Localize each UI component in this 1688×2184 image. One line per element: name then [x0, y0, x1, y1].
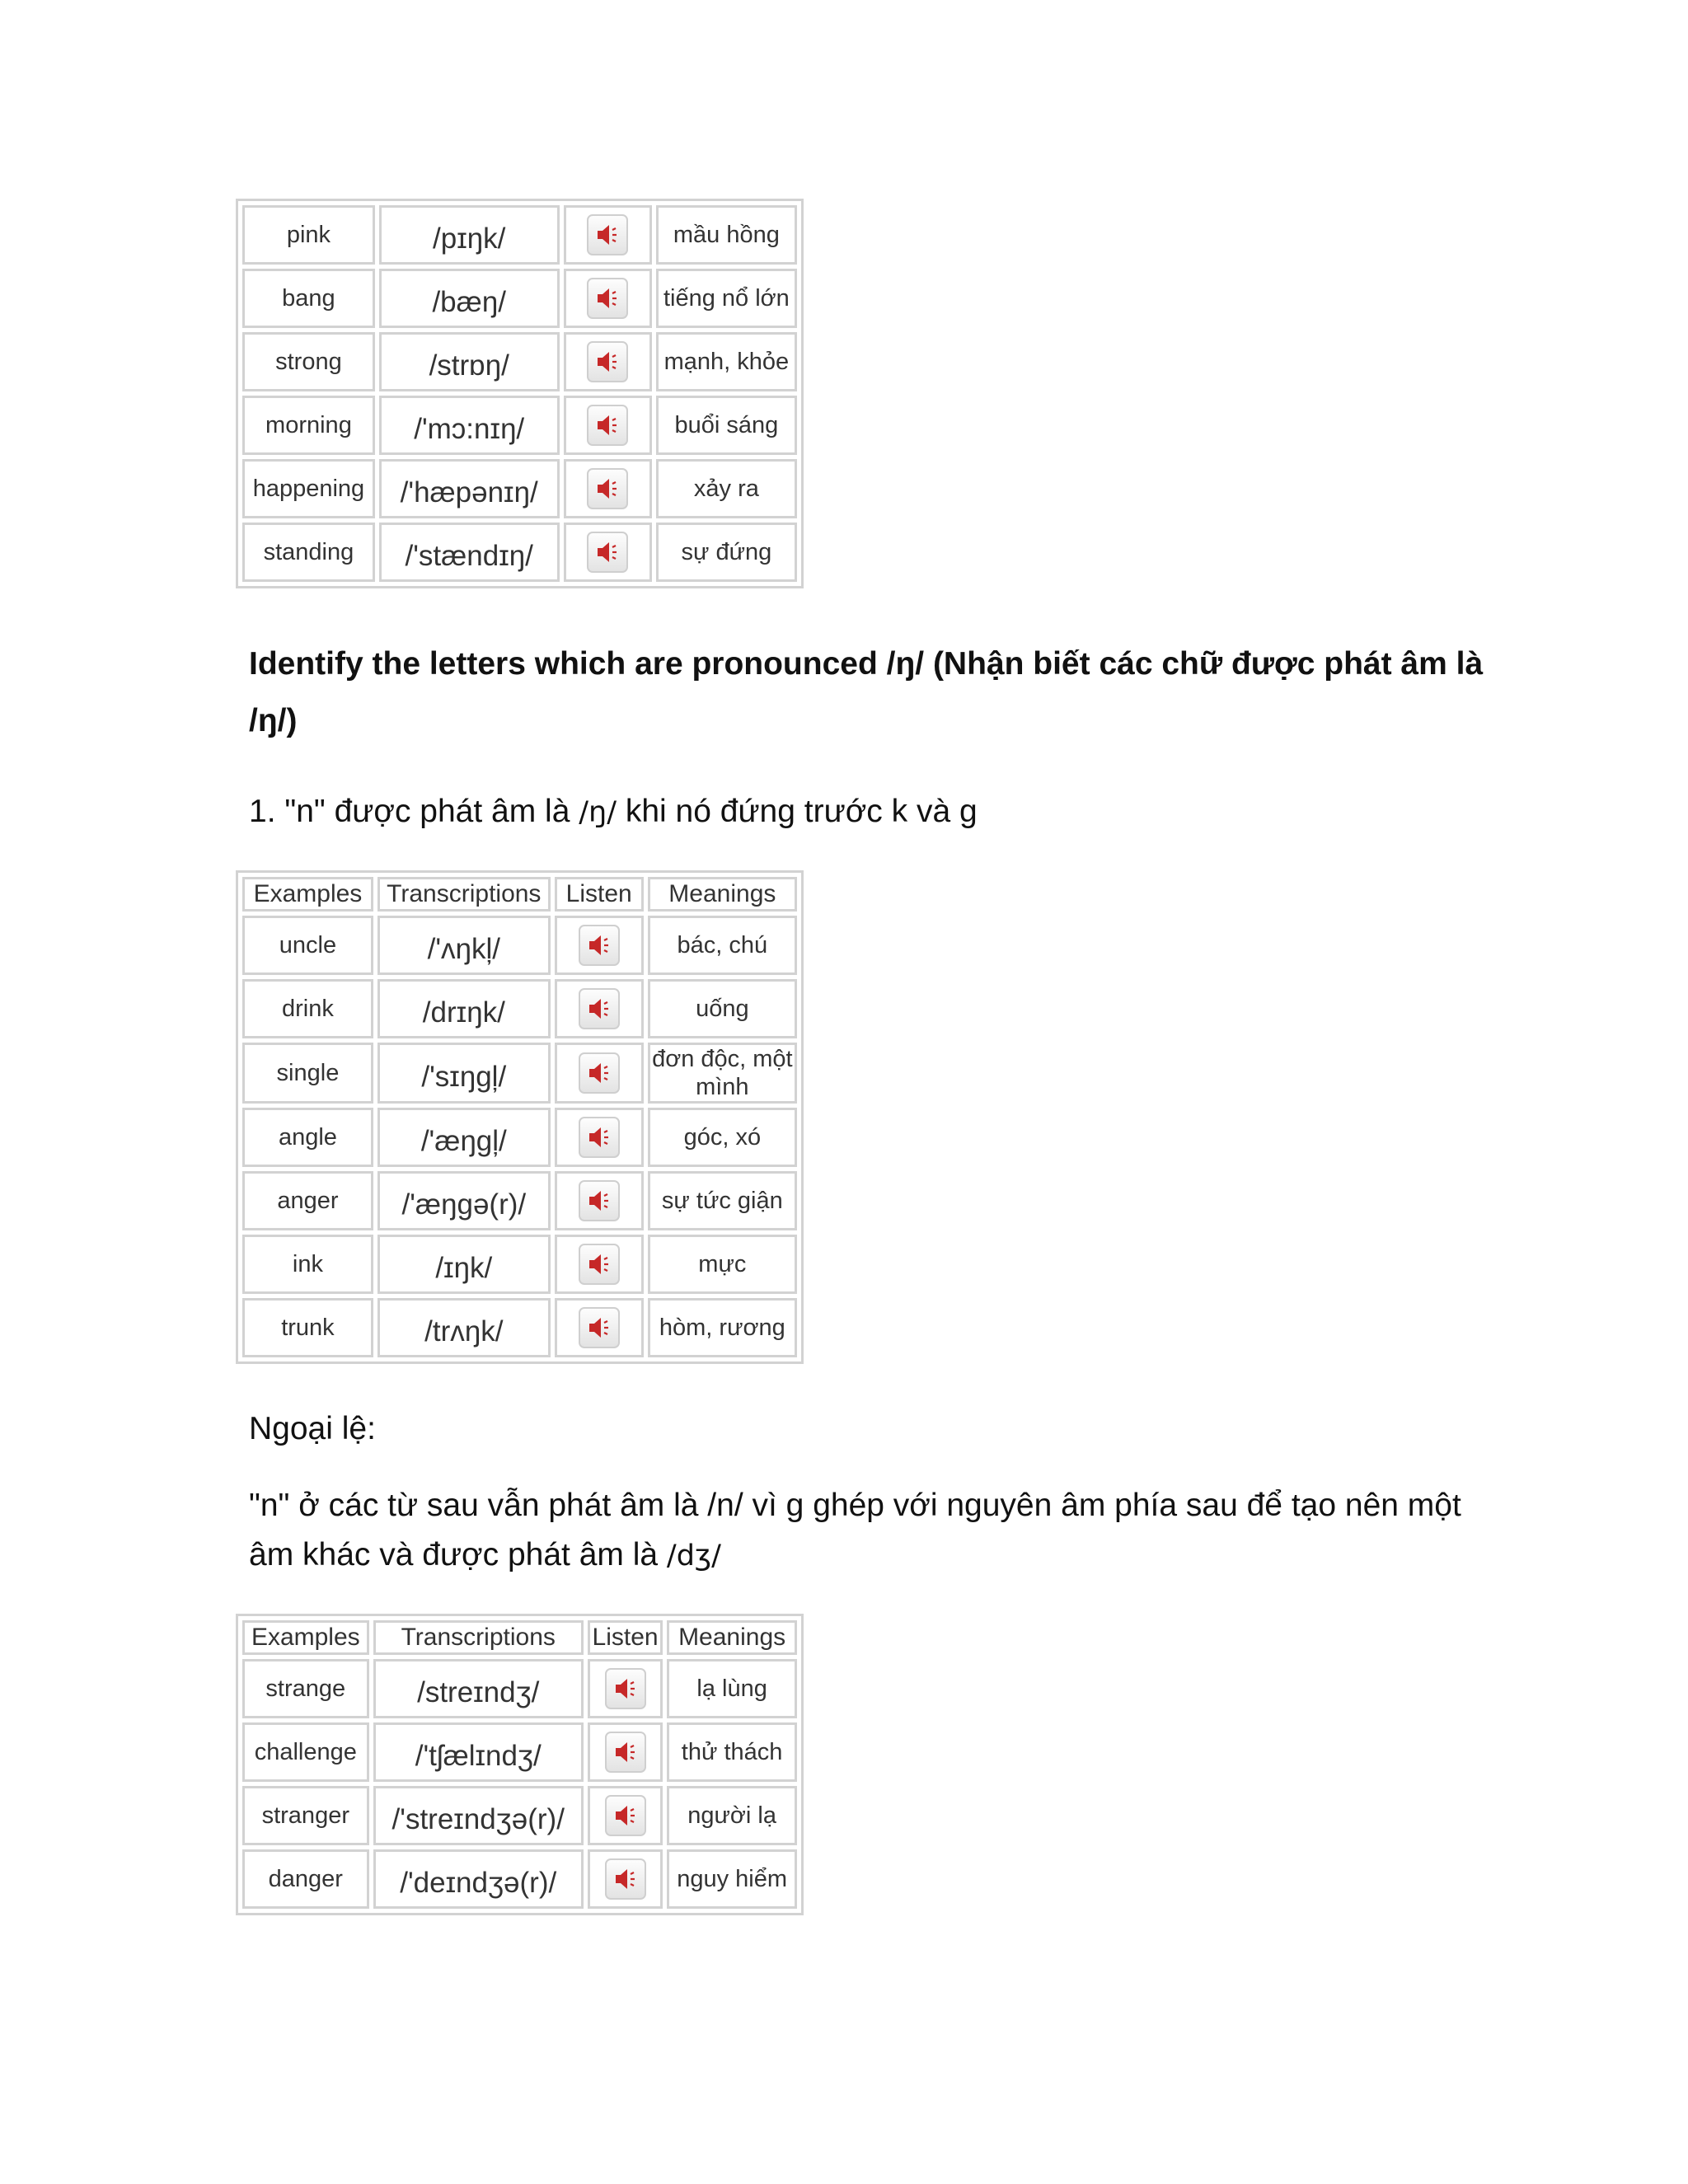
speaker-icon[interactable]: [587, 405, 628, 446]
transcription: /streɪndʒ/: [373, 1659, 584, 1718]
column-header: Transcriptions: [373, 1620, 584, 1655]
example-word: single: [242, 1043, 373, 1104]
rule-tail: khi nó đứng trước k và g: [617, 794, 978, 829]
column-header: Meanings: [648, 877, 797, 912]
meaning: mạnh, khỏe: [656, 332, 797, 391]
listen-cell: [555, 1108, 644, 1167]
table-row: [242, 1849, 797, 1909]
listen-cell: [588, 1786, 663, 1845]
transcription: /ɪŋk/: [377, 1235, 551, 1294]
meaning: mực: [648, 1235, 797, 1294]
transcription: /'mɔ:nɪŋ/: [379, 396, 560, 455]
speaker-icon[interactable]: [587, 532, 628, 573]
speaker-icon[interactable]: [587, 214, 628, 255]
meaning: xảy ra: [656, 459, 797, 518]
meaning: thử thách: [667, 1722, 797, 1782]
listen-cell: [588, 1849, 663, 1909]
speaker-icon[interactable]: [579, 988, 620, 1029]
listen-cell: [564, 523, 652, 582]
meaning: đơn độc, một mình: [648, 1043, 797, 1104]
column-header: Meanings: [667, 1620, 797, 1655]
table-row: [242, 1659, 797, 1718]
transcription: /'æŋgļ/: [377, 1108, 551, 1167]
listen-cell: [555, 979, 644, 1038]
table-row: [242, 1722, 797, 1782]
meaning: hòm, rương: [648, 1298, 797, 1357]
transcription: /'tʃælɪndʒ/: [373, 1722, 584, 1782]
speaker-icon[interactable]: [579, 1307, 620, 1348]
vocab-table-3: [236, 1614, 804, 1915]
speaker-icon[interactable]: [579, 1180, 620, 1221]
transcription: /'æŋgə(r)/: [377, 1171, 551, 1230]
example-word: trunk: [242, 1298, 373, 1357]
column-header: Listen: [588, 1620, 663, 1655]
speaker-icon[interactable]: [587, 341, 628, 382]
exception-text: "n" ở các từ sau vẫn phát âm là /n/ vì g ghép với nguyên âm phía sau để tạo nên một âm khác và được phát âm là: [249, 1488, 1461, 1572]
column-header: Examples: [242, 877, 373, 912]
meaning: nguy hiểm: [667, 1849, 797, 1909]
rule-text: 1. "n" được phát âm là: [249, 794, 579, 829]
example-word: bang: [242, 269, 375, 328]
example-word: morning: [242, 396, 375, 455]
example-word: happening: [242, 459, 375, 518]
speaker-icon[interactable]: [579, 1052, 620, 1094]
example-word: stranger: [242, 1786, 369, 1845]
example-word: ink: [242, 1235, 373, 1294]
table-row: [242, 205, 797, 265]
column-header: Transcriptions: [377, 877, 551, 912]
example-word: standing: [242, 523, 375, 582]
example-word: pink: [242, 205, 375, 265]
meaning: sự đứng: [656, 523, 797, 582]
transcription: /'streɪndʒə(r)/: [373, 1786, 584, 1845]
exception-ipa: /dʒ/: [666, 1540, 721, 1572]
table-row: [242, 332, 797, 391]
transcription: /'sɪŋgļ/: [377, 1043, 551, 1104]
rule-ipa: /ŋ/: [579, 796, 617, 829]
table-header-row: [242, 1620, 797, 1655]
speaker-icon[interactable]: [587, 278, 628, 319]
listen-cell: [555, 1043, 644, 1104]
table-row: [242, 269, 797, 328]
transcription: /'stændɪŋ/: [379, 523, 560, 582]
column-header: Examples: [242, 1620, 369, 1655]
example-word: strong: [242, 332, 375, 391]
vocab-table-1: [236, 199, 804, 588]
table-row: [242, 396, 797, 455]
listen-cell: [564, 269, 652, 328]
vocab-table-2: [236, 870, 804, 1364]
example-word: challenge: [242, 1722, 369, 1782]
speaker-icon[interactable]: [605, 1732, 646, 1773]
listen-cell: [588, 1722, 663, 1782]
listen-cell: [564, 396, 652, 455]
speaker-icon[interactable]: [605, 1858, 646, 1900]
listen-cell: [555, 1298, 644, 1357]
transcription: /pɪŋk/: [379, 205, 560, 265]
speaker-icon[interactable]: [605, 1795, 646, 1836]
meaning: uống: [648, 979, 797, 1038]
listen-cell: [588, 1659, 663, 1718]
table-row: [242, 1171, 797, 1230]
exception-label: Ngoại lệ:: [249, 1411, 376, 1446]
transcription: /strɒŋ/: [379, 332, 560, 391]
speaker-icon[interactable]: [587, 468, 628, 509]
transcription: /'ʌŋkļ/: [377, 916, 551, 975]
meaning: góc, xó: [648, 1108, 797, 1167]
table-row: [242, 1786, 797, 1845]
meaning: mầu hồng: [656, 205, 797, 265]
example-word: anger: [242, 1171, 373, 1230]
table-row: [242, 459, 797, 518]
rule-paragraph: [249, 787, 1485, 837]
example-word: angle: [242, 1108, 373, 1167]
speaker-icon[interactable]: [579, 1244, 620, 1285]
table-row: [242, 1108, 797, 1167]
speaker-icon[interactable]: [605, 1668, 646, 1709]
meaning: bác, chú: [648, 916, 797, 975]
meaning: người lạ: [667, 1786, 797, 1845]
meaning: lạ lùng: [667, 1659, 797, 1718]
table-row: [242, 1298, 797, 1357]
exception-paragraph: [249, 1481, 1485, 1581]
transcription: /'deɪndʒə(r)/: [373, 1849, 584, 1909]
transcription: /'hæpənɪŋ/: [379, 459, 560, 518]
listen-cell: [564, 205, 652, 265]
table-header-row: [242, 877, 797, 912]
listen-cell: [564, 459, 652, 518]
example-word: uncle: [242, 916, 373, 975]
listen-cell: [555, 1171, 644, 1230]
listen-cell: [555, 1235, 644, 1294]
column-header: Listen: [555, 877, 644, 912]
meaning: tiếng nổ lớn: [656, 269, 797, 328]
example-word: danger: [242, 1849, 369, 1909]
section-heading: Identify the letters which are pronounced /ŋ/ (Nhận biết các chữ được phát âm là /ŋ/): [249, 646, 1484, 738]
example-word: drink: [242, 979, 373, 1038]
transcription: /drɪŋk/: [377, 979, 551, 1038]
meaning: sự tức giận: [648, 1171, 797, 1230]
meaning: buổi sáng: [656, 396, 797, 455]
listen-cell: [564, 332, 652, 391]
speaker-icon[interactable]: [579, 925, 620, 966]
example-word: strange: [242, 1659, 369, 1718]
table-row: [242, 523, 797, 582]
table-row: [242, 979, 797, 1038]
table-row: [242, 916, 797, 975]
table-row: [242, 1043, 797, 1104]
listen-cell: [555, 916, 644, 975]
transcription: /bæŋ/: [379, 269, 560, 328]
transcription: /trʌŋk/: [377, 1298, 551, 1357]
table-row: [242, 1235, 797, 1294]
speaker-icon[interactable]: [579, 1117, 620, 1158]
